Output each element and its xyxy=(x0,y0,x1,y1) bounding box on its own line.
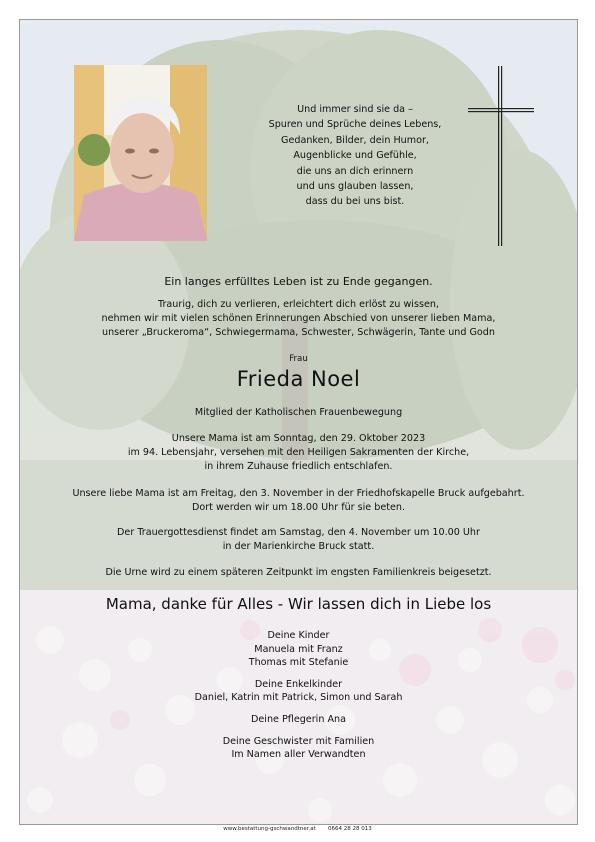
viewing-info xyxy=(20,487,577,515)
farewell: Mama, danke für Alles - Wir lassen dich in Liebe los xyxy=(105,595,492,613)
mourner-line: Thomas mit Stefanie xyxy=(248,657,349,669)
death-notice-line: Unsere Mama ist am Sonntag, den 29. Oktober 2023 xyxy=(171,433,426,444)
death-notice-line: in ihrem Zuhause friedlich entschlafen. xyxy=(204,461,393,472)
service-line: in der Marienkirche Bruck statt. xyxy=(222,541,375,552)
salutation: Frau xyxy=(289,354,308,364)
death-notice-line: im 94. Lebensjahr, versehen mit den Heiligen Sakramenten der Kirche, xyxy=(127,447,470,458)
viewing-line: Unsere liebe Mama ist am Freitag, den 3. November in der Friedhofskapelle Bruck aufgebahrt. xyxy=(72,488,525,499)
portrait-photo xyxy=(74,65,207,241)
obituary-card xyxy=(19,19,578,825)
mourner-line: Deine Geschwister mit Familien xyxy=(222,735,375,747)
footer-website[interactable]: www.bestattung-gschwandtner.at xyxy=(223,826,316,832)
footer-phone: 0664 28 28 013 xyxy=(328,826,372,832)
death-notice xyxy=(20,432,577,474)
service-info xyxy=(20,526,577,554)
footer xyxy=(0,826,595,832)
mourner-line: Manuela mit Franz xyxy=(254,643,343,655)
urn-info: Die Urne wird zu einem späteren Zeitpunkt im engsten Familienkreis beigesetzt. xyxy=(105,567,492,578)
poem-line: Und immer sind sie da – xyxy=(297,104,413,115)
mourners xyxy=(20,629,577,762)
intro xyxy=(20,298,577,340)
mourner-line: Deine Kinder xyxy=(267,630,330,641)
poem-line: Spuren und Sprüche deines Lebens, xyxy=(268,119,442,131)
mourner-line: Deine Enkelkinder xyxy=(254,678,343,690)
poem-line: Gedanken, Bilder, dein Humor, xyxy=(281,134,429,146)
intro-line: Traurig, dich zu verlieren, erleichtert dich erlöst zu wissen, xyxy=(158,299,439,310)
intro-line: nehmen wir mit vielen schönen Erinnerungen Abschied von unserer lieben Mama, xyxy=(101,313,496,324)
headline: Ein langes erfülltes Leben ist zu Ende gegangen. xyxy=(164,275,433,288)
mourner-line: Deine Pflegerin Ana xyxy=(251,713,346,725)
deceased-name: Frieda Noel xyxy=(236,367,361,391)
viewing-line: Dort werden wir um 18.00 Uhr für sie beten. xyxy=(191,502,406,513)
membership: Mitglied der Katholischen Frauenbewegung xyxy=(194,407,403,418)
poem-line: dass du bei uns bist. xyxy=(305,196,405,208)
poem-line: Augenblicke und Gefühle, xyxy=(293,150,417,162)
mourner-line: Daniel, Katrin mit Patrick, Simon und Sarah xyxy=(194,692,403,704)
service-line: Der Trauergottesdienst findet am Samstag, den 4. November um 10.00 Uhr xyxy=(117,527,480,538)
cross-icon xyxy=(468,66,534,246)
poem xyxy=(260,102,450,210)
poem-line: und uns glauben lassen, xyxy=(296,181,414,193)
mourner-line: Im Namen aller Verwandten xyxy=(231,749,366,761)
poem-line: die uns an dich erinnern xyxy=(296,165,414,177)
intro-line: unserer „Bruckeroma“, Schwiegermama, Schwester, Schwägerin, Tante und Godn xyxy=(102,327,495,338)
